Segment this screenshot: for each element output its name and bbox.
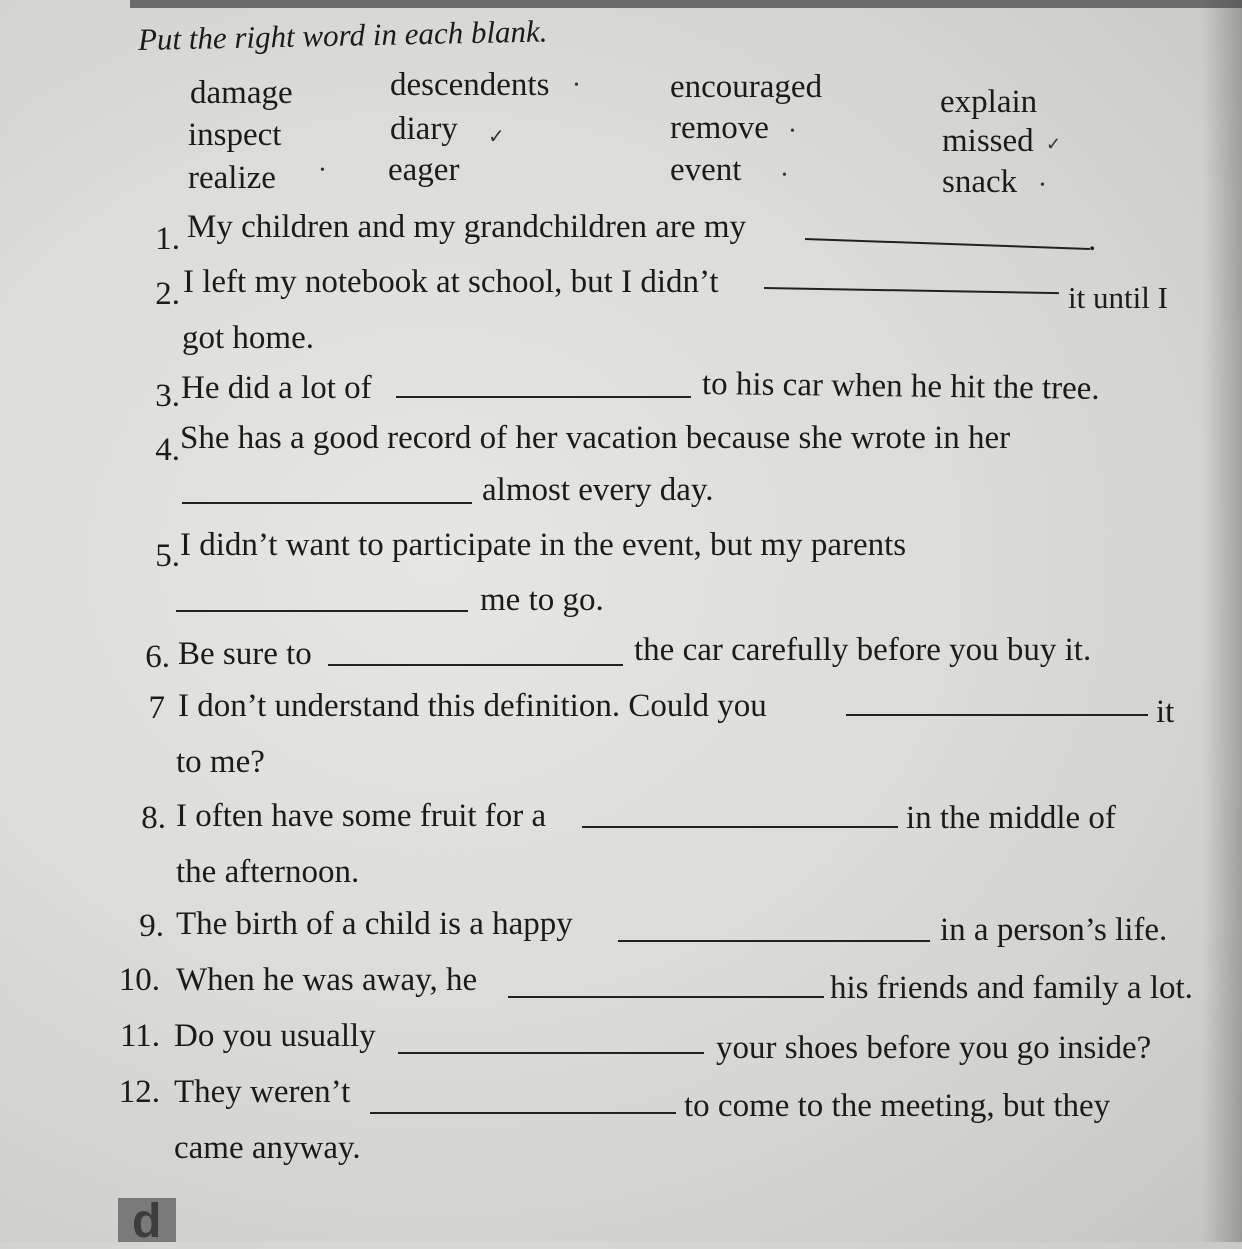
sentence-text: I didn’t want to participate in the event, but my parents xyxy=(180,527,907,563)
word-bank-item: remove xyxy=(670,110,769,146)
answer-blank[interactable] xyxy=(176,610,468,612)
word-bank-item: damage xyxy=(190,75,293,111)
answer-blank[interactable] xyxy=(398,1052,704,1054)
answer-blank[interactable] xyxy=(805,238,1090,250)
sentence-text: almost every day. xyxy=(482,472,714,508)
item-number: 6. xyxy=(145,639,170,675)
sentence-text: it xyxy=(1156,694,1175,730)
sentence-text: in a person’s life. xyxy=(940,912,1168,948)
sentence-text: to come to the meeting, but they xyxy=(684,1088,1111,1124)
section-marker xyxy=(118,1195,176,1248)
item-number: 10. xyxy=(118,962,160,998)
answer-blank[interactable] xyxy=(396,396,691,398)
sentence-text: When he was away, he xyxy=(176,962,478,998)
item-number: 8. xyxy=(141,800,166,836)
pencil-mark-icon: • xyxy=(574,78,579,93)
sentence-continuation: got home. xyxy=(182,320,314,356)
pencil-check-icon: ✓ xyxy=(488,126,505,148)
sentence-text: They weren’t xyxy=(174,1074,351,1110)
sentence-continuation: came anyway. xyxy=(174,1130,361,1166)
sentence-text: He did a lot of xyxy=(181,370,372,406)
sentence-text: . xyxy=(1088,222,1097,258)
item-number: 4. xyxy=(155,432,180,468)
sentence-text: me to go. xyxy=(480,582,604,618)
item-number: 2. xyxy=(155,276,180,312)
sentence-text: the car carefully before you buy it. xyxy=(634,632,1092,668)
word-bank-item: diary xyxy=(390,111,458,147)
sentence-text: Be sure to xyxy=(178,636,312,672)
sentence-text: The birth of a child is a happy xyxy=(176,906,573,942)
answer-blank[interactable] xyxy=(328,664,623,666)
answer-blank[interactable] xyxy=(582,826,898,828)
sentence-continuation: to me? xyxy=(176,744,265,780)
instruction-heading: Put the right word in each blank. xyxy=(137,13,548,57)
item-number: 1. xyxy=(155,221,180,257)
page-top-strip xyxy=(130,0,1242,8)
sentence-continuation: the afternoon. xyxy=(176,854,360,890)
word-bank-item: snack xyxy=(942,164,1018,200)
sentence-text: it until I xyxy=(1068,280,1168,315)
sentence-text: to his car when he hit the tree. xyxy=(701,366,1100,407)
answer-blank[interactable] xyxy=(182,502,472,504)
answer-blank[interactable] xyxy=(764,287,1059,294)
word-bank-item: encouraged xyxy=(670,69,823,105)
sentence-text: I often have some fruit for a xyxy=(176,798,547,834)
sentence-text: Do you usually xyxy=(174,1018,376,1054)
item-number: 9. xyxy=(139,908,164,944)
word-bank-item: explain xyxy=(940,84,1038,120)
word-bank-item: realize xyxy=(188,160,276,196)
page-edge-shadow xyxy=(1202,0,1242,1242)
answer-blank[interactable] xyxy=(370,1112,676,1114)
sentence-text: his friends and family a lot. xyxy=(830,970,1193,1006)
item-number: 12. xyxy=(118,1074,160,1110)
sentence-text: your shoes before you go inside? xyxy=(716,1030,1152,1066)
answer-blank[interactable] xyxy=(508,996,824,998)
pencil-mark-icon: • xyxy=(320,163,325,178)
sentence-text: She has a good record of her vacation because she wrote in her xyxy=(180,420,1011,456)
word-bank-item: eager xyxy=(388,152,460,188)
word-bank-item: descendents xyxy=(390,67,550,103)
item-number: 11. xyxy=(119,1018,160,1054)
item-number: 3. xyxy=(155,378,180,414)
item-number: 7 xyxy=(148,690,165,726)
section-letter: d xyxy=(132,1195,162,1248)
word-bank-item: missed xyxy=(942,123,1034,159)
pencil-mark-icon: • xyxy=(782,168,787,183)
pencil-mark-icon: • xyxy=(790,124,795,139)
word-bank-item: inspect xyxy=(188,117,282,153)
sentence-text: I left my notebook at school, but I didn’t xyxy=(183,264,719,300)
sentence-text: I don’t understand this definition. Could you xyxy=(178,688,767,724)
item-number: 5. xyxy=(155,538,180,574)
pencil-mark-icon: • xyxy=(1040,178,1045,193)
pencil-check-icon: ✓ xyxy=(1046,134,1062,154)
answer-blank[interactable] xyxy=(618,940,930,942)
sentence-text: My children and my grandchildren are my xyxy=(187,209,746,245)
word-bank-item: event xyxy=(670,152,742,188)
answer-blank[interactable] xyxy=(846,714,1148,716)
sentence-text: in the middle of xyxy=(906,800,1116,836)
